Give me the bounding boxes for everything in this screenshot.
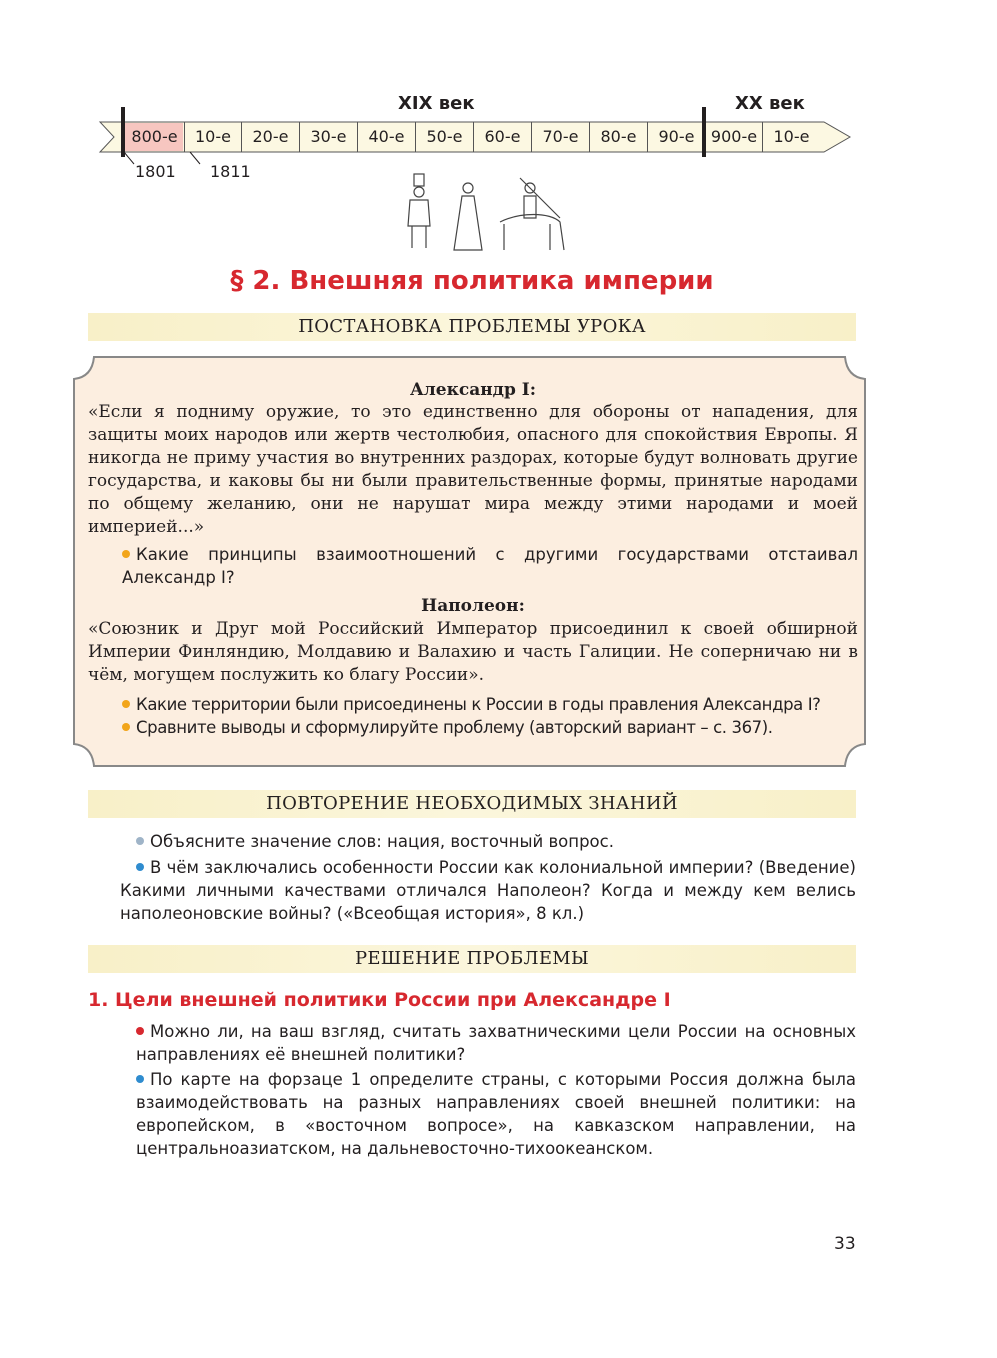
decade-cell: 90-е [647,122,705,152]
decade-cell: 80-е [589,122,647,152]
section-header-review: ПОВТОРЕНИЕ НЕОБХОДИМЫХ ЗНАНИЙ [88,790,856,818]
historical-figures-illustration [400,172,570,254]
year-label: 1811 [210,162,251,181]
year-label: 1801 [135,162,176,181]
decade-cell: 60-е [473,122,531,152]
page-number: 33 [834,1234,856,1254]
century-19-label: XIX век [398,93,475,114]
bullet-icon [122,550,130,558]
decade-cell: 20-е [241,122,299,152]
bullet-icon [136,837,144,845]
review-text: В чём заключались особенности России как колониальной империи? (Введение) Какими личными качествами отличался Наполеон? Когда и между кем велись наполеоновские войны? («Всеобщая история», 8 кл.) [120,858,856,923]
bullet-icon [136,1075,144,1083]
decade-cell: 900-е [710,127,758,146]
section-header-solution: РЕШЕНИЕ ПРОБЛЕМЫ [88,945,856,973]
question-text: Сравните выводы и сформулируйте проблему (авторский вариант – с. 367). [136,718,773,737]
problem-box [72,355,867,768]
section-header-problem: ПОСТАНОВКА ПРОБЛЕМЫ УРОКА [88,313,856,341]
question-item [122,716,858,739]
question-item [136,1020,856,1066]
bullet-icon [136,863,144,871]
subsection-heading: 1. Цели внешней политики России при Александре I [88,989,671,1011]
quote-alexander: «Если я подниму оружие, то это единственно для обороны от нападения, для защиты моих народов или жертв честолюбия, опасного для спокойствия Европы. Я никогда не приму участия во внутренних раздорах, которые будут волновать другие государства, и каковы бы ни были правительственные формы, принятые народами по общему желанию, они не нарушат мира между этими народами и моей империей...» [88,402,858,537]
century-20-label: XX век [735,93,805,114]
review-item [136,830,856,853]
quote-author-alexander: Александр I: [409,380,537,400]
decade-cell: 70-е [531,122,589,152]
question-item [136,1068,856,1160]
question-text: По карте на форзаце 1 определите страны, с которыми Россия должна была взаимодействовать на разных направлениях своей внешней политики: на европейском, в «восточном вопросе», на кавказском направлении, на центральноазиатском, на дальневосточно-тихоокеанском. [136,1070,856,1158]
decade-cell: 30-е [299,122,357,152]
quote-napoleon: «Союзник и Друг мой Российский Император присоединил к своей обширной Империи Финляндию, Молдавию и Валахию и часть Галиции. Не соперничаю ни в чём, могущем послужить ко благу России». [88,619,858,685]
question-text: Какие принципы взаимоотношений с другими государствами отстаивал Александр I? [122,545,858,587]
bullet-icon [136,1027,144,1035]
review-text: Объясните значение слов: нация, восточный вопрос. [150,832,614,851]
decade-cell: 10-е [762,122,820,152]
review-item [120,856,856,925]
question-item [122,693,882,716]
question-text: Можно ли, на ваш взгляд, считать захватническими цели России на основных направлениях её внешней политики? [136,1022,856,1064]
quote-author-napoleon: Наполеон: [421,596,525,616]
bullet-icon [122,700,130,708]
decade-cell: 50-е [415,122,473,152]
page-title: § 2. Внешняя политика империи [230,266,714,296]
decade-cell: 40-е [357,122,415,152]
bullet-icon [122,723,130,731]
question-item [122,543,858,589]
question-text: Какие территории были присоединены к России в годы правления Александра I? [136,695,821,714]
decade-cell: 800-е [131,127,178,146]
decade-cell: 10-е [184,122,241,152]
